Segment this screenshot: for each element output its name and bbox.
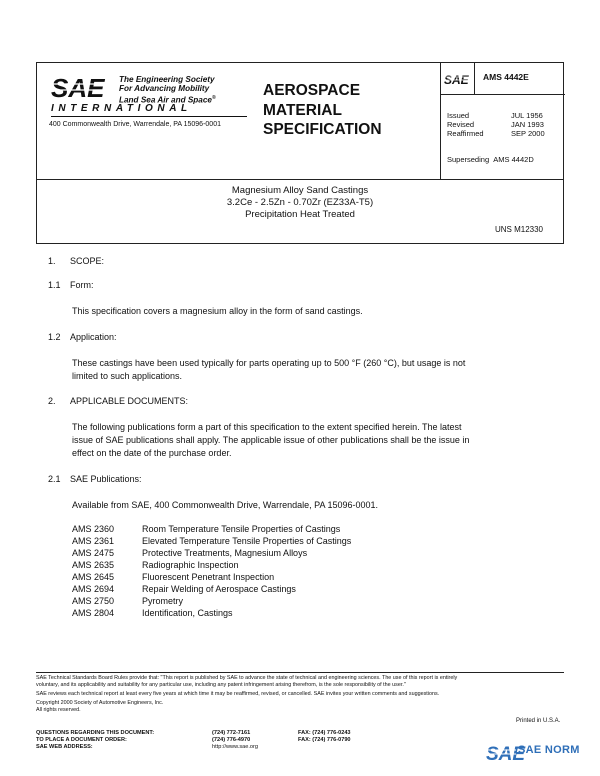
reference-row: AMS 2360 Room Temperature Tensile Properties of Castings [72, 524, 341, 534]
registered-mark: ® [211, 94, 216, 101]
section-2-1-heading: 2.1 SAE Publications: [48, 474, 142, 484]
footer-rights: All rights reserved. [36, 707, 81, 713]
sae-logo-text: SAE [51, 73, 105, 103]
footer-rules-line-1: SAE Technical Standards Board Rules provide that: "This report is published by SAE to advance the state of technical and engineering sciences. The use of this report is entirely [36, 675, 458, 681]
section-1-2-text-line-2: limited to such applications. [72, 371, 183, 381]
svg-text:SAE: SAE [443, 73, 469, 87]
section-1-2-heading: 1.2 Application: [48, 332, 117, 342]
divider [51, 116, 247, 117]
uns-number: UNS M12330 [494, 225, 543, 234]
sae-logo-icon [51, 75, 117, 101]
footer-review-line: SAE reviews each technical report at least every five years at which time it may be reaffirmed, revised, or cancelled. SAE invites your written comments and suggestions. [36, 691, 440, 697]
reference-row: AMS 2635 Radiographic Inspection [72, 560, 239, 570]
date-row-revised: Revised JAN 1993 [447, 120, 544, 130]
title-line-specification: SPECIFICATION [263, 121, 382, 138]
reference-row: AMS 2475 Protective Treatments, Magnesium Alloys [72, 548, 308, 558]
sae-address: 400 Commonwealth Drive, Warrendale, PA 15096-0001 [49, 121, 221, 128]
material-title-line-3: Precipitation Heat Treated [245, 209, 355, 220]
date-row-issued: Issued JUL 1956 [447, 111, 543, 120]
material-title-block [36, 180, 564, 244]
sae-mini-logo [441, 63, 475, 95]
section-2-text-line-3: effect on the date of the purchase order. [72, 448, 232, 458]
society-line-3: Land Sea Air and Space® [119, 94, 216, 105]
international-label: INTERNATIONAL [51, 103, 192, 114]
reference-row: AMS 2361 Elevated Temperature Tensile Properties of Castings [72, 536, 352, 546]
sae-logo-block [37, 63, 255, 179]
sae-web-link[interactable]: http://www.sae.org [212, 744, 259, 750]
sae-mini-logo-icon [444, 72, 472, 86]
section-1-1-text: This specification covers a magnesium alloy in the form of sand castings. [72, 306, 363, 316]
section-1-heading: 1. SCOPE: [48, 256, 105, 266]
contact-table [36, 730, 351, 751]
section-1-2-text-line-1: These castings have been used typically for parts operating up to 500 °F (260 °C), but usage is not [72, 358, 466, 368]
sae-norm-logo-icon [486, 742, 526, 765]
society-line-1: The Engineering Society [119, 75, 215, 84]
material-title-line-1: Magnesium Alloy Sand Castings [231, 185, 369, 196]
material-title-line-2: 3.2Ce - 2.5Zn - 0.70Zr (EZ33A-T5) [226, 197, 374, 208]
ams-number: AMS 4442E [483, 72, 529, 82]
contact-row-order: TO PLACE A DOCUMENT ORDER: (724) 776-4970 FAX: (724) 776-0790 [36, 737, 351, 743]
superseding: Superseding AMS 4442D [447, 155, 534, 164]
society-line-2: For Advancing Mobility [119, 84, 210, 94]
spec-header [36, 62, 564, 180]
contact-row-web: SAE WEB ADDRESS: http://www.sae.org [36, 744, 351, 751]
reference-row: AMS 2694 Repair Welding of Aerospace Castings [72, 584, 296, 594]
title-line-material: MATERIAL [263, 101, 342, 119]
title-line-aerospace: AEROSPACE [263, 82, 361, 99]
section-2-text-line-1: The following publications form a part of this specification to the extent specified herein. The latest [72, 422, 462, 432]
section-1-1-heading: 1.1 Form: [48, 280, 94, 290]
reference-row: AMS 2645 Fluorescent Penetrant Inspection [72, 572, 275, 582]
spec-type-block [255, 63, 441, 179]
printed-in: Printed in U.S.A. [516, 718, 561, 724]
date-row-reaffirmed: Reaffirmed SEP 2000 [447, 129, 545, 139]
date-list [447, 111, 545, 139]
society-tagline [119, 75, 216, 105]
section-2-heading: 2. APPLICABLE DOCUMENTS: [48, 396, 189, 406]
legal-footer [36, 672, 564, 714]
footer-rules-line-2: voluntary, and its applicability and suitability for any particular use, including any patent infringement arising therefrom, is the sole responsibility of the user." [36, 682, 406, 688]
sae-norm-watermark: SAE NORM [518, 744, 580, 756]
spec-type-title [263, 81, 382, 140]
contact-row-questions: QUESTIONS REGARDING THIS DOCUMENT: (724) 772-7161 FAX: (724) 776-0243 [36, 730, 351, 736]
reference-row: AMS 2804 Identification, Castings [72, 608, 233, 618]
section-2-1-availability: Available from SAE, 400 Commonwealth Drive, Warrendale, PA 15096-0001. [72, 500, 378, 510]
footer-copyright: Copyright 2000 Society of Automotive Engineers, Inc. [36, 700, 164, 706]
reference-row: AMS 2750 Pyrometry [72, 596, 184, 606]
section-2-text-line-2: issue of SAE publications shall apply. The applicable issue of other publications shall be the issue in [72, 435, 470, 445]
spec-meta-block [441, 63, 565, 179]
svg-text:SAE: SAE [486, 744, 526, 765]
ams-number-row [441, 63, 565, 95]
